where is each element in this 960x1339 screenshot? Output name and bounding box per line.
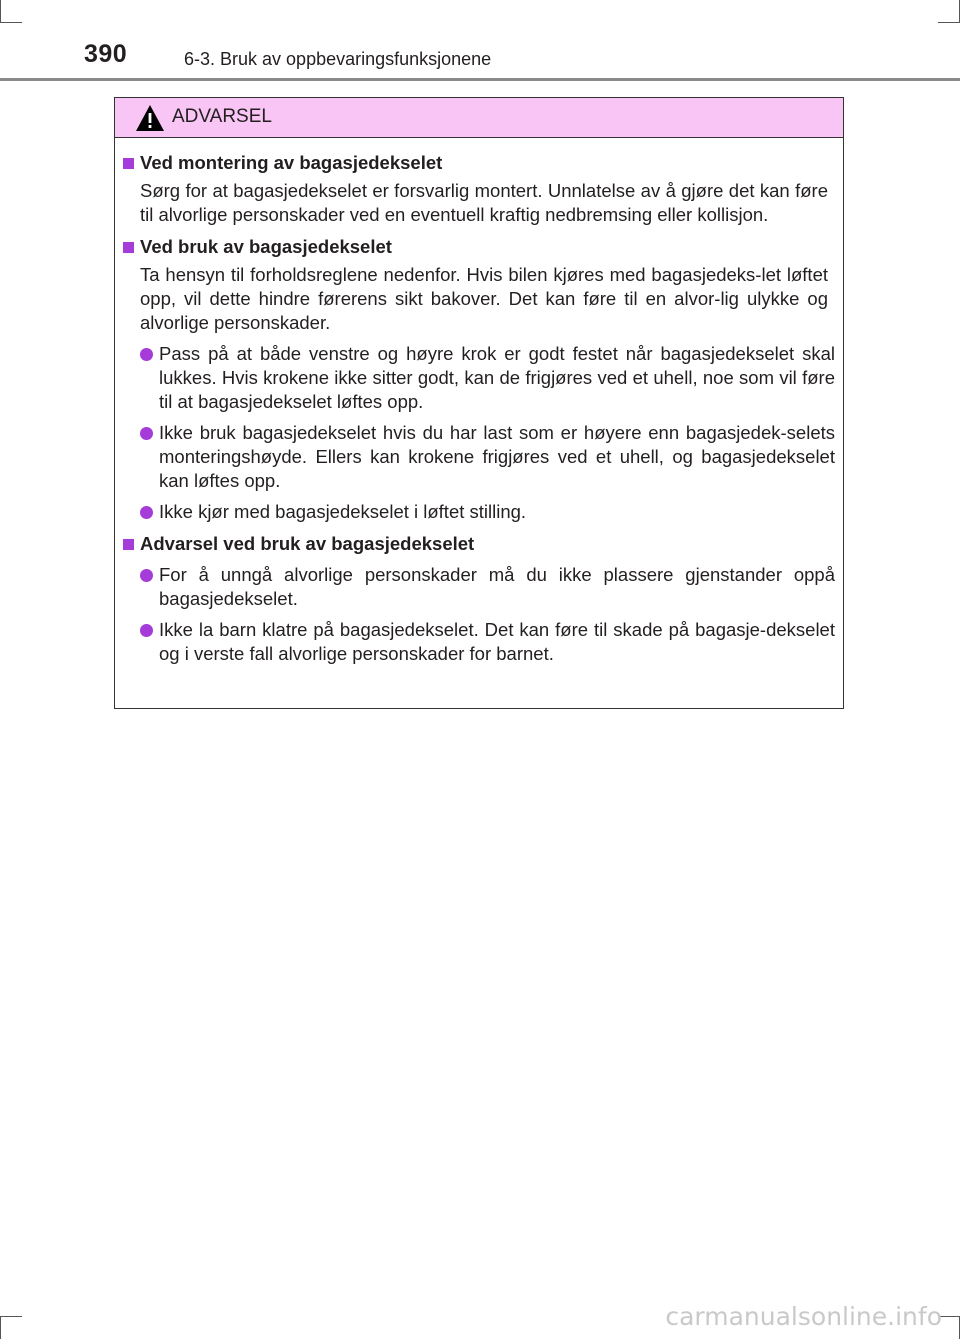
section-heading — [123, 235, 835, 259]
circle-bullet-icon — [140, 624, 153, 637]
square-bullet-icon — [123, 539, 134, 550]
warning-triangle-icon — [135, 104, 165, 132]
warning-section — [123, 151, 835, 227]
circle-bullet-icon — [140, 506, 153, 519]
list-item-text: Ikke la barn klatre på bagasjedekselet. Det kan føre til skade på bagasje-dekselet og i verste fall alvorlige personskader for barnet. — [159, 619, 835, 664]
list-item-text: Ikke bruk bagasjedekselet hvis du har last som er høyere enn bagasjedek-selets monteringshøyde. Ellers kan krokene frigjøres ved et uhell, og bagasjedekselet kan løftes opp. — [159, 422, 835, 491]
circle-bullet-icon — [140, 427, 153, 440]
warning-section — [123, 532, 835, 666]
page-header — [0, 0, 960, 82]
list-item — [140, 421, 835, 493]
crop-mark — [0, 1316, 1, 1339]
section-heading-text: Ved bruk av bagasjedekselet — [140, 236, 392, 257]
list-item — [140, 618, 835, 666]
list-item-text: For å unngå alvorlige personskader må du ikke plassere gjenstander oppå bagasjedekselet. — [159, 564, 835, 609]
crop-mark — [0, 1316, 22, 1317]
chapter-title: 6-3. Bruk av oppbevaringsfunksjonene — [184, 49, 492, 69]
section-text: Ta hensyn til forholdsreglene nedenfor. Hvis bilen kjøres med bagasjedeks-let løftet opp, vil dette hindre førerens sikt bakover. Det kan føre til en alvor-lig ulykke og alvorlige personskader. — [140, 264, 828, 333]
list-item-text: Ikke kjør med bagasjedekselet i løftet stilling. — [159, 501, 527, 522]
section-heading-text: Advarsel ved bruk av bagasjedekselet — [140, 533, 475, 554]
warning-body — [115, 138, 843, 666]
list-item — [140, 500, 835, 524]
warning-header — [115, 98, 843, 138]
header-rule — [0, 78, 960, 81]
section-heading-text: Ved montering av bagasjedekselet — [140, 152, 443, 173]
warning-box — [114, 97, 844, 709]
square-bullet-icon — [123, 242, 134, 253]
warning-section — [123, 235, 835, 524]
list-item — [140, 563, 835, 611]
section-heading — [123, 151, 835, 175]
circle-bullet-icon — [140, 569, 153, 582]
section-text: Sørg for at bagasjedekselet er forsvarlig montert. Unnlatelse av å gjøre det kan føre til alvorlige personskader ved en eventuell kraftig nedbremsing eller kollisjon. — [140, 180, 828, 225]
list-item-text: Pass på at både venstre og høyre krok er godt festet når bagasjedekselet skal lukkes. Hvis krokene ikke sitter godt, kan de frigjøres ved et uhell, noe som vil føre til at bagasjedekselet løftes opp. — [159, 343, 835, 412]
square-bullet-icon — [123, 158, 134, 169]
page-number: 390 — [84, 40, 128, 68]
list-item — [140, 342, 835, 414]
watermark: carmanualsonline.info — [665, 1302, 942, 1331]
circle-bullet-icon — [140, 348, 153, 361]
section-heading — [123, 532, 835, 556]
warning-title: ADVARSEL — [172, 106, 272, 127]
